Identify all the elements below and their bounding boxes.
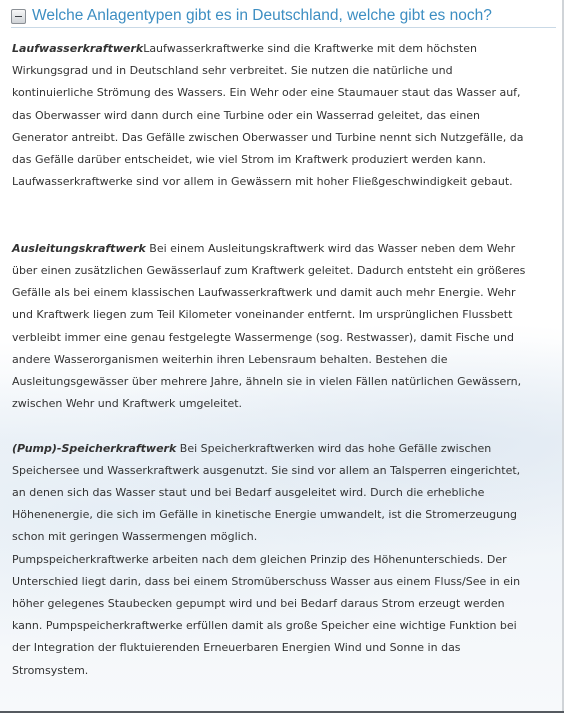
collapse-toggle-icon[interactable]	[11, 9, 26, 24]
header-divider	[11, 27, 556, 28]
section-term: Ausleitungskraftwerk	[12, 241, 146, 255]
section-ausleitungskraftwerk	[12, 238, 532, 416]
section-extra-text: Laufwasserkraftwerke sind vor allem in Gewässern mit hoher Fließgeschwindigkeit gebaut.	[12, 175, 513, 189]
section-text: Bei Speicherkraftwerken wird das hohe Gefälle zwischen Speichersee und Wasserkraftwerk ausgenutzt. Sie sind vor allem an Talsperren eingerichtet, an denen sich das Wasser staut und bei Bedarf ausgeleitet wird. Durch die erhebliche Höhenenergie, die sich im Gefälle in kinetische Energie umwandelt, ist die Stromerzeugung schon mit geringen Wassermengen möglich.	[12, 441, 521, 544]
section-text: Bei einem Ausleitungskraftwerk wird das Wasser neben dem Wehr über einen zusätzlichen Gewässerlauf zum Kraftwerk geleitet. Dadurch entsteht ein größeres Gefälle als bei einem klassischen Laufwasserkraftwerk und damit auch mehr Energie. Wehr und Kraftwerk liegen zum Teil Kilometer voneinander entfernt. Im ursprünglichen Flussbett verbleibt immer eine genau festgelegte Wassermenge (sog. Restwasser), damit Fische und andere Wasserorganismen weiterhin ihren Lebensraum behalten. Bestehen die Ausleitungsgewässer über mehrere Jahre, ähneln sie in vielen Fällen natürlichen Gewässern, zwischen Wehr und Kraftwerk umgeleitet.	[12, 241, 526, 411]
accordion-header[interactable]	[11, 5, 558, 27]
section-pumpspeicherkraftwerk	[12, 438, 532, 549]
section-term: Laufwasserkraftwerk	[12, 42, 144, 55]
accordion-title[interactable]: Welche Anlagentypen gibt es in Deutschland, welche gibt es noch?	[32, 7, 492, 24]
section-extra-text: Pumpspeicherkraftwerke arbeiten nach dem gleichen Prinzip des Höhenunterschieds. Der Unterschied liegt darin, dass bei einem Stromüberschuss Wasser aus einem Fluss/See in ein höher gelegenes Staubecken gepumpt wird und bei Bedarf daraus Strom erzeugt werden kann. Pumpspeicherkraftwerke erfüllen damit als große Speicher eine wichtige Funktion bei der Integration der fluktuierenden Erneuerbaren Energien Wind und Sonne in das Stromsystem.	[12, 552, 521, 677]
accordion-content	[12, 38, 532, 682]
section-term: (Pump)-Speicherkraftwerk	[12, 441, 177, 455]
section-text: Laufwasserkraftwerke sind die Kraftwerke mit dem höchsten Wirkungsgrad und in Deutschland sehr verbreitet. Sie nutzen die natürliche und kontinuierliche Strömung des Wassers. Ein Wehr oder eine Staumauer staut das Wasser auf, das Oberwasser wird dann durch eine Turbine oder ein Wasserrad geleitet, das einen Generator antreibt. Das Gefälle zwischen Oberwasser und Turbine nennt sich Nutzgefälle, da das Gefälle darüber entscheidet, wie viel Strom im Kraftwerk produziert werden kann.	[12, 42, 524, 167]
section-laufwasserkraftwerk	[12, 38, 532, 171]
